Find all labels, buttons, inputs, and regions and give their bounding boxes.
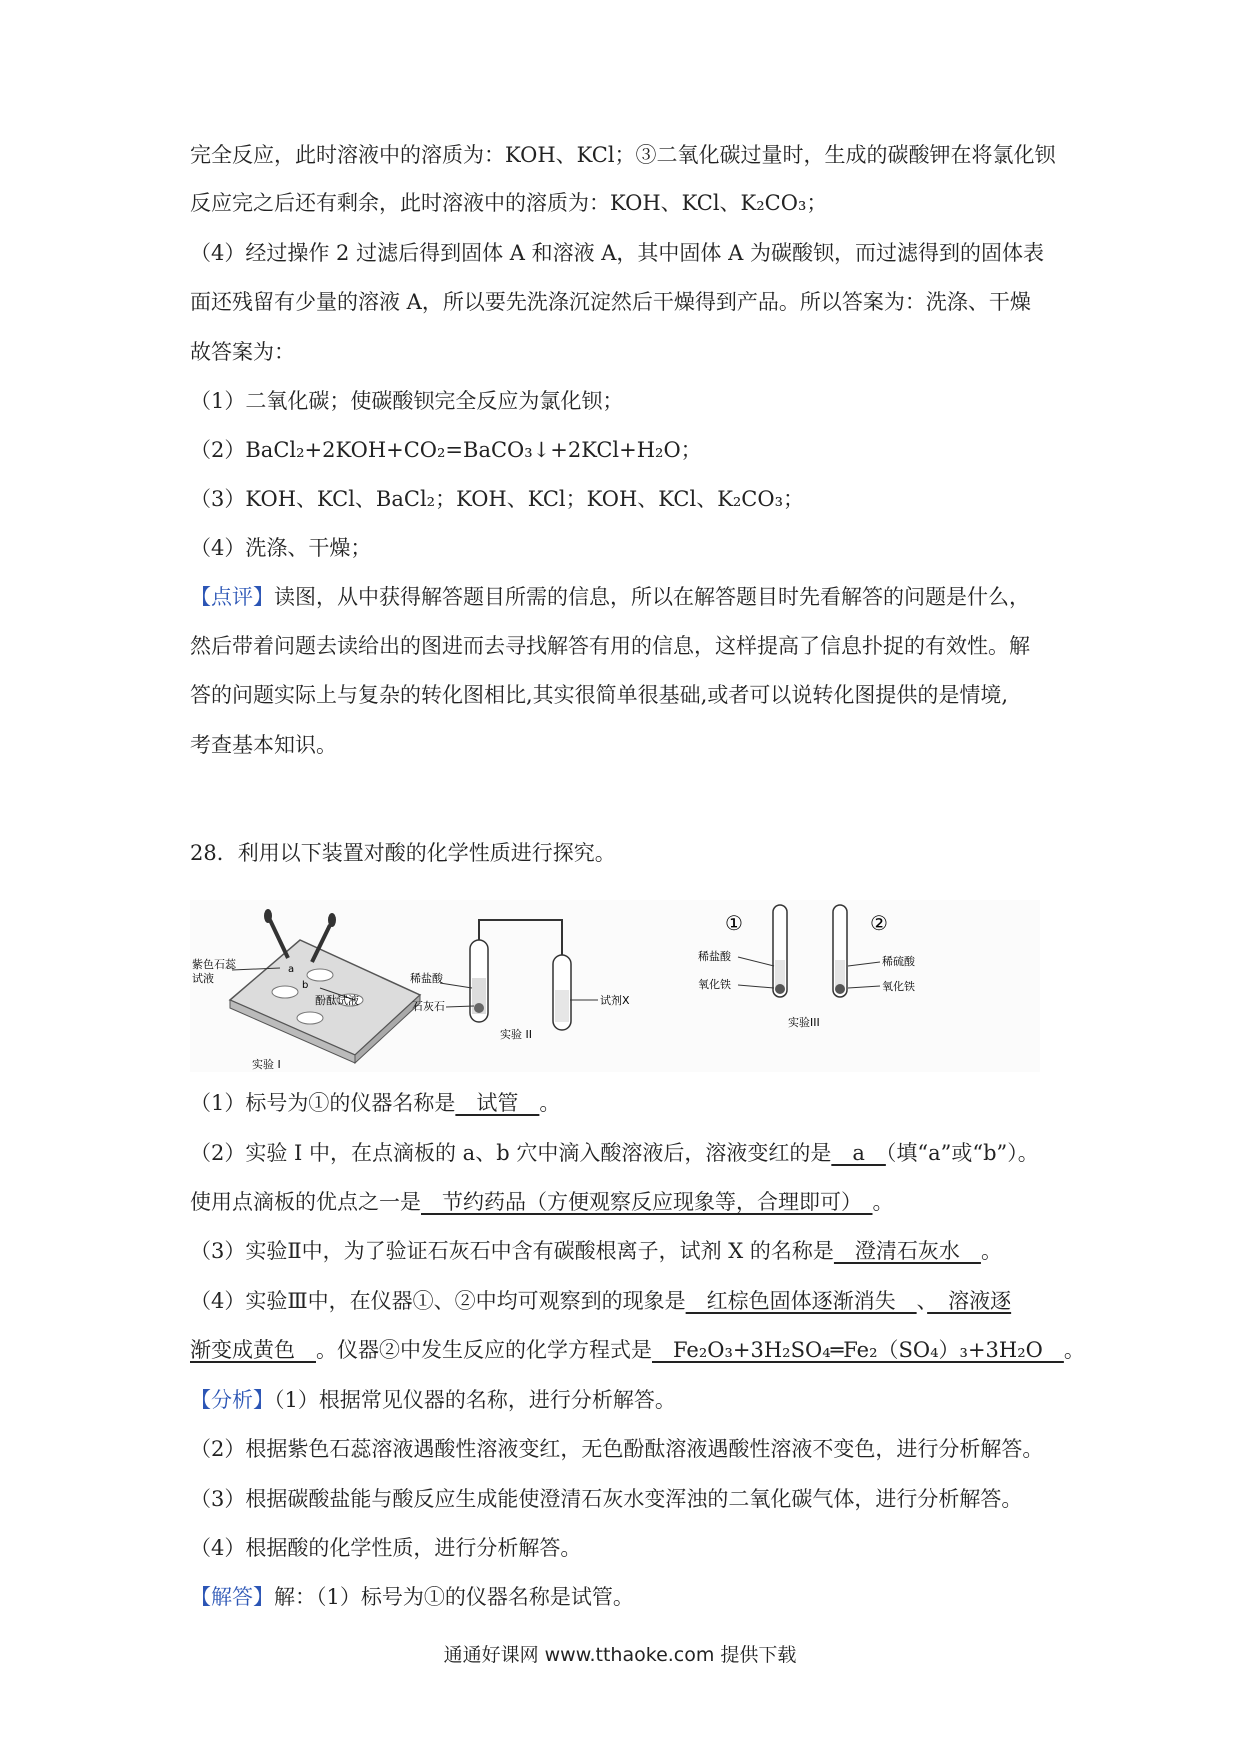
text-line: （1）二氧化碳；使碳酸钡完全反应为氯化钡； [190,389,624,413]
comment-tag: 【点评】 [190,585,274,609]
answer-blank: Fe₂O₃+3H₂SO₄═Fe₂（SO₄）₃+3H₂O [652,1338,1064,1362]
tube-1-number: ① [725,911,743,935]
question-2b: 使用点滴板的优点之一是 节约药品（方便观察反应现象等，合理即可） 。 [190,1190,894,1214]
exp3-h2so4-label: 稀硫酸 [882,955,915,968]
text-line: 反应完之后还有剩余，此时溶液中的溶质为：KOH、KCl、K₂CO₃； [190,191,828,215]
answer-blank: 红棕色固体逐渐消失 [685,1289,917,1313]
experiment-3-label: 实验III [788,1016,820,1029]
exp2-limestone-label: 石灰石 [412,1000,445,1013]
experiment-figure [190,900,1040,1072]
reagent-x-label: 试剂X [600,994,630,1007]
answer-tag: 【解答】 [190,1585,274,1609]
question-3: （3）实验Ⅱ中，为了验证石灰石中含有碳酸根离子，试剂 X 的名称是 澄清石灰水 。 [190,1239,1002,1263]
analysis-line: （4）根据酸的化学性质，进行分析解答。 [190,1536,582,1560]
answer-blank: 渐变成黄色 [190,1338,316,1362]
exp3-iron-oxide-1-label: 氧化铁 [698,978,731,991]
page-footer: 通通好课网 www.tthaoke.com 提供下载 [443,1644,797,1666]
comment-line [190,582,1060,612]
text-line: 考查基本知识。 [190,733,337,757]
exp3-iron-oxide-2-label: 氧化铁 [882,980,915,993]
question-4b: 渐变成黄色 。仪器②中发生反应的化学方程式是 Fe₂O₃+3H₂SO₄═Fe₂（SO₄）₃+3H₂O 。 [190,1338,1085,1362]
comment-text: 读图，从中获得解答题目所需的信息，所以在解答题目时先看解答的问题是什么， [274,585,1030,609]
test-tubes-illustration [738,905,880,997]
answer-blank: a [831,1141,886,1165]
analysis-tag: 【分析】 [190,1388,274,1412]
text-line: （2）BaCl₂+2KOH+CO₂=BaCO₃↓+2KCl+H₂O； [190,438,702,462]
analysis-line: （3）根据碳酸盐能与酸反应生成能使澄清石灰水变浑浊的二氧化碳气体，进行分析解答。 [190,1487,1023,1511]
question-2: （2）实验 I 中，在点滴板的 a、b 穴中滴入酸溶液后，溶液变红的是 a （填“a”或“b”）。 [190,1141,1039,1165]
hole-a-label: a [288,964,295,975]
text-line: 完全反应，此时溶液中的溶质为：KOH、KCl；③二氧化碳过量时，生成的碳酸钾在将氯化钡 [190,143,1056,167]
answer-blank: 试管 [455,1091,540,1115]
question-title: 28．利用以下装置对酸的化学性质进行探究。 [190,841,616,865]
answer-blank: 溶液逐 [927,1289,1012,1313]
litmus-label-2: 试液 [192,972,214,985]
answer-line: 【解答】解：（1）标号为①的仪器名称是试管。 [190,1585,634,1609]
text-line: （4）洗涤、干燥； [190,536,372,560]
text-line: 面还残留有少量的溶液 A，所以要先洗涤沉淀然后干燥得到产品。所以答案为：洗涤、干燥 [190,290,1031,314]
tube-2-number: ② [870,911,888,935]
analysis-line: （2）根据紫色石蕊溶液遇酸性溶液变红，无色酚酞溶液遇酸性溶液不变色，进行分析解答。 [190,1437,1044,1461]
question-4: （4）实验Ⅲ中，在仪器①、②中均可观察到的现象是 红棕色固体逐渐消失 、 溶液逐 [190,1289,1012,1313]
hole-b-label: b [302,980,309,991]
text-line: （3）KOH、KCl、BaCl₂；KOH、KCl；KOH、KCl、K₂CO₃； [190,487,805,511]
gas-tube-illustration [440,920,598,1030]
answer-blank: 澄清石灰水 [833,1239,981,1263]
litmus-label: 紫色石蕊 [192,958,236,971]
phenolphthalein-label: 酚酞试液 [315,994,359,1007]
text-line: 答的问题实际上与复杂的转化图相比,其实很简单很基础,或者可以说转化图提供的是情境, [190,683,1009,707]
text-line: 然后带着问题去读给出的图进而去寻找解答有用的信息，这样提高了信息扑捉的有效性。解 [190,634,1030,658]
exp3-hcl-label: 稀盐酸 [698,950,731,963]
experiment-1-label: 实验 I [252,1058,281,1071]
experiment-2-label: 实验 II [500,1028,532,1041]
exp2-hcl-label: 稀盐酸 [410,972,443,985]
text-line: （4）经过操作 2 过滤后得到固体 A 和溶液 A，其中固体 A 为碳酸钡，而过滤得到的固体表 [190,241,1044,265]
analysis-line: 【分析】（1）根据常见仪器的名称，进行分析解答。 [190,1388,676,1412]
spot-plate-illustration [230,909,420,1063]
question-1: （1）标号为①的仪器名称是 试管 。 [190,1091,561,1115]
text-line: 故答案为： [190,340,295,364]
answer-blank: 节约药品（方便观察反应现象等，合理即可） [421,1190,873,1214]
